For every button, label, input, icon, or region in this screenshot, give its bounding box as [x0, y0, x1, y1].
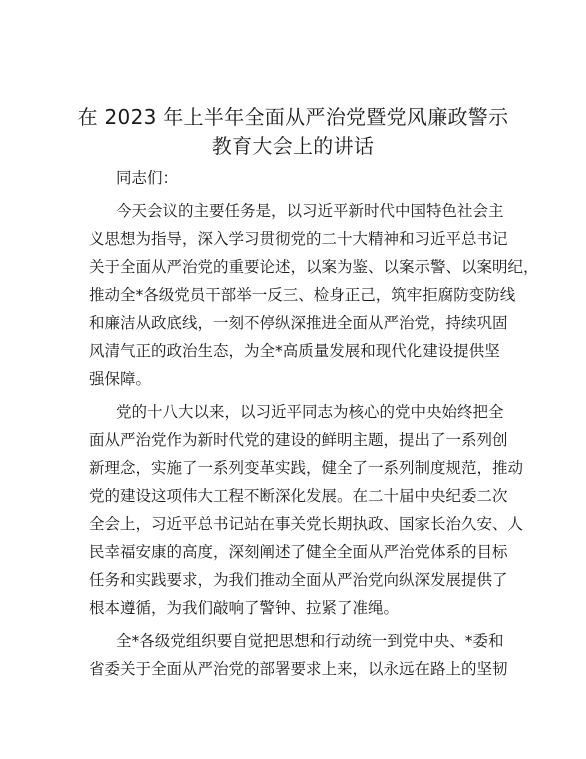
- document-title-line-1: 在 2023 年上半年全面从严治党暨党风廉政警示: [77, 105, 509, 129]
- paragraph-3-line-2: 省委关于全面从严治党的部署要求上来，以永远在路上的坚韧: [89, 660, 508, 678]
- paragraph-1-line-7: 强保障。: [89, 370, 152, 388]
- paragraph-2-line-2: 面从严治党作为新时代党的建设的鲜明主题，提出了一系列创: [89, 431, 508, 449]
- paragraph-1-line-5: 和廉洁从政底线，一刻不停纵深推进全面从严治党，持续巩固: [89, 314, 508, 332]
- paragraph-2-line-4: 党的建设这项伟大工程不断深化发展。在二十届中央纪委二次: [89, 487, 508, 505]
- salutation: 同志们：: [116, 169, 179, 187]
- paragraph-2-line-5: 全会上，习近平总书记站在事关党长期执政、国家长治久安、人: [89, 515, 524, 533]
- paragraph-2-line-7: 任务和实践要求，为我们推动全面从严治党向纵深发展提供了: [89, 571, 508, 589]
- document-title-line-2: 教育大会上的讲话: [211, 134, 375, 158]
- paragraph-1-line-4: 推动全*各级党员干部举一反三、检身正己，筑牢拒腐防变防线: [89, 286, 516, 304]
- paragraph-2-line-1: 党的十八大以来，以习近平同志为核心的党中央始终把全: [116, 403, 504, 421]
- paragraph-2-line-3: 新理念，实施了一系列变革实践，健全了一系列制度规范，推动: [89, 459, 524, 477]
- paragraph-1-line-6: 风清气正的政治生态，为全*高质量发展和现代化建设提供坚: [89, 342, 500, 360]
- paragraph-1-line-1: 今天会议的主要任务是，以习近平新时代中国特色社会主: [116, 202, 504, 220]
- paragraph-1-line-3: 关于全面从严治党的重要论述，以案为鉴、以案示警、以案明纪，: [89, 258, 539, 276]
- paragraph-2-line-6: 民幸福安康的高度，深刻阐述了健全全面从严治党体系的目标: [89, 543, 508, 561]
- paragraph-2-line-8: 根本遵循，为我们敲响了警钟、拉紧了准绳。: [89, 599, 400, 617]
- paragraph-3-line-1: 全*各级党组织要自觉把思想和行动统一到党中央、*委和: [116, 632, 504, 650]
- paragraph-1-line-2: 义思想为指导，深入学习贯彻党的二十大精神和习近平总书记: [89, 230, 508, 248]
